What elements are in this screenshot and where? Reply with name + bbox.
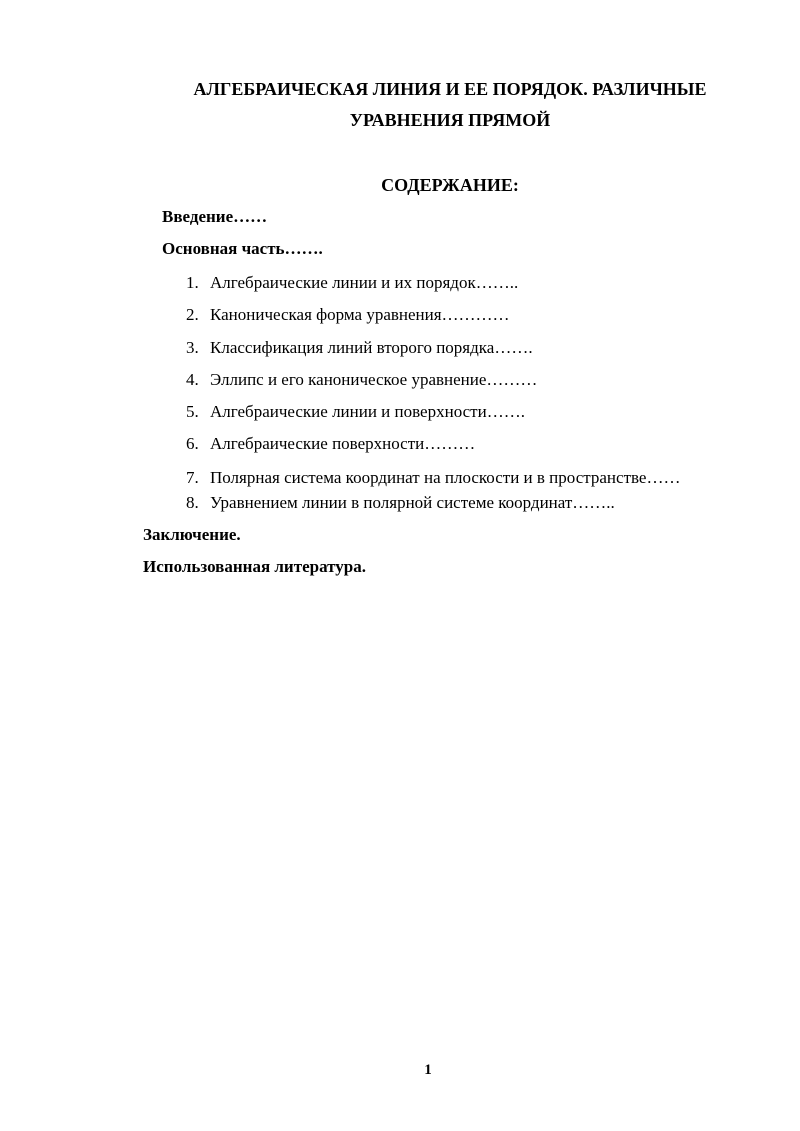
toc-item-number: 4. [186,370,199,389]
document-title-line-1: АЛГЕБРАИЧЕСКАЯ ЛИНИЯ И ЕЕ ПОРЯДОК. РАЗЛИЧНЫЕ [193,79,707,99]
toc-item-text: Алгебраические линии и их порядок…….. [210,273,519,292]
toc-item [186,302,510,328]
toc-item-number: 6. [186,434,199,453]
toc-item [186,335,533,361]
toc-heading: СОДЕРЖАНИЕ: [381,175,519,195]
document-title-line-2: УРАВНЕНИЯ ПРЯМОЙ [349,110,551,130]
toc-item [186,431,475,457]
toc-item-text: Алгебраические поверхности……… [210,434,476,453]
toc-item-text: Алгебраические линии и поверхности……. [210,402,525,421]
toc-literature: Использованная литература. [143,557,366,576]
toc-conclusion: Заключение. [143,525,241,544]
toc-item-text: Уравнением линии в полярной системе координат…….. [210,493,615,512]
toc-item-number: 8. [186,493,199,512]
toc-item-number: 3. [186,338,199,357]
toc-main-part: Основная часть……. [162,239,323,258]
toc-item-number: 2. [186,305,199,324]
toc-item [186,465,680,491]
toc-item-text: Эллипс и его каноническое уравнение……… [210,370,538,389]
toc-intro: Введение…… [162,207,268,226]
page-number: 1 [424,1062,432,1078]
toc-item-text: Каноническая форма уравнения………… [210,305,510,324]
toc-item-number: 7. [186,468,199,487]
toc-item [186,367,537,393]
toc-item [186,490,615,516]
toc-item-text: Полярная система координат на плоскости и в пространстве…… [210,468,681,487]
toc-item [186,399,525,425]
toc-item-number: 1. [186,273,199,292]
toc-item-text: Классификация линий второго порядка……. [210,338,533,357]
toc-item-number: 5. [186,402,199,421]
toc-item [186,270,518,296]
